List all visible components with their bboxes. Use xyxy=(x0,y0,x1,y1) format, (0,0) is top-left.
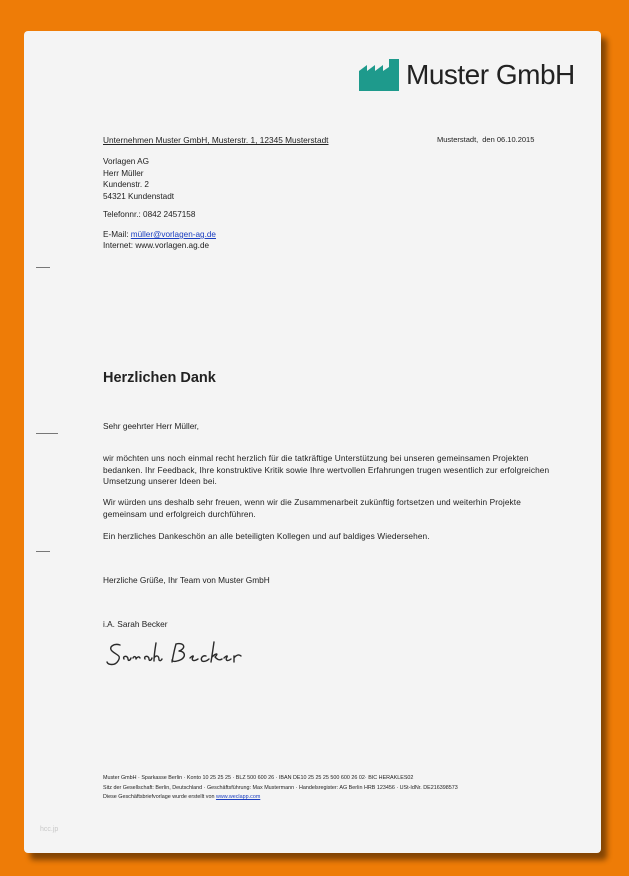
recipient-street: Kundenstr. 2 xyxy=(103,180,149,189)
punch-mark xyxy=(36,433,58,434)
factory-icon xyxy=(359,59,399,91)
internet-line: Internet: www.vorlagen.ag.de xyxy=(103,241,210,250)
body-paragraph: wir möchten uns noch einmal recht herzlich für die tatkräftige Unterstützung bei unseren gemeinsamen Projekten bedanken. Ihr Feedback, Ihre konstruktive Kritik sowie Ihre wertvollen Erfahrungen trugen wesentlich zur erfolgreichen Umsetzung unserer Ideen bei. xyxy=(103,453,550,486)
email-label: E-Mail: xyxy=(103,230,129,239)
recipient-address xyxy=(103,156,174,202)
phone-number: Telefonnr.: 0842 2457158 xyxy=(103,210,196,219)
letter-title: Herzlichen Dank xyxy=(103,370,216,386)
sender-line: Unternehmen Muster GmbH, Musterstr. 1, 12345 Musterstadt xyxy=(103,135,329,145)
signer-name: i.A. Sarah Becker xyxy=(103,619,168,629)
date-line xyxy=(437,135,538,144)
letter-page xyxy=(24,31,601,853)
fold-mark-top xyxy=(36,267,50,268)
watermark: hcc.jp xyxy=(40,826,59,833)
date-place: Musterstadt, xyxy=(437,135,479,144)
date-value: den 06.10.2015 xyxy=(482,135,535,144)
contact-block xyxy=(103,229,216,251)
fold-mark-bottom xyxy=(36,551,50,552)
recipient-city: 54321 Kundenstadt xyxy=(103,191,175,201)
body-paragraph: Ein herzliches Dankeschön an alle beteiligten Kollegen und auf baldiges Wiedersehen. xyxy=(103,531,430,541)
closing: Herzliche Grüße, Ihr Team von Muster GmbH xyxy=(103,575,270,585)
footer-link[interactable]: www.weclapp.com xyxy=(215,794,261,800)
footer-bank-line: Muster GmbH · Sparkasse Berlin · Konto 10 25 25 25 · BLZ 500 600 26 · IBAN DE10 25 25 25 500 600 26 02· BIC HERAKLES02 xyxy=(103,775,414,781)
recipient-name: Herr Müller xyxy=(103,168,144,178)
letter-footer xyxy=(103,774,458,803)
body-paragraph: Wir würden uns deshalb sehr freuen, wenn wir die Zusammenarbeit zukünftig fortsetzen und weiterhin Projekte gemeinsam und erfolgreich durchführen. xyxy=(103,497,521,519)
footer-credit-line: Diese Geschäftsbriefvorlage wurde erstellt von www.weclapp.com xyxy=(103,794,261,800)
recipient-company: Vorlagen AG xyxy=(103,157,149,166)
company-logo xyxy=(359,57,575,93)
logo-text: Muster GmbH xyxy=(406,59,575,90)
email-link[interactable]: müller@vorlagen-ag.de xyxy=(130,230,216,239)
handwritten-signature xyxy=(106,639,251,671)
salutation: Sehr geehrter Herr Müller, xyxy=(103,421,199,431)
footer-company-line: Sitz der Gesellschaft: Berlin, Deutschland · Geschäftsführung: Max Mustermann · Handelsregister: AG Berlin HRB 123456 · USt-IdNr. DE216398573 xyxy=(103,784,458,791)
